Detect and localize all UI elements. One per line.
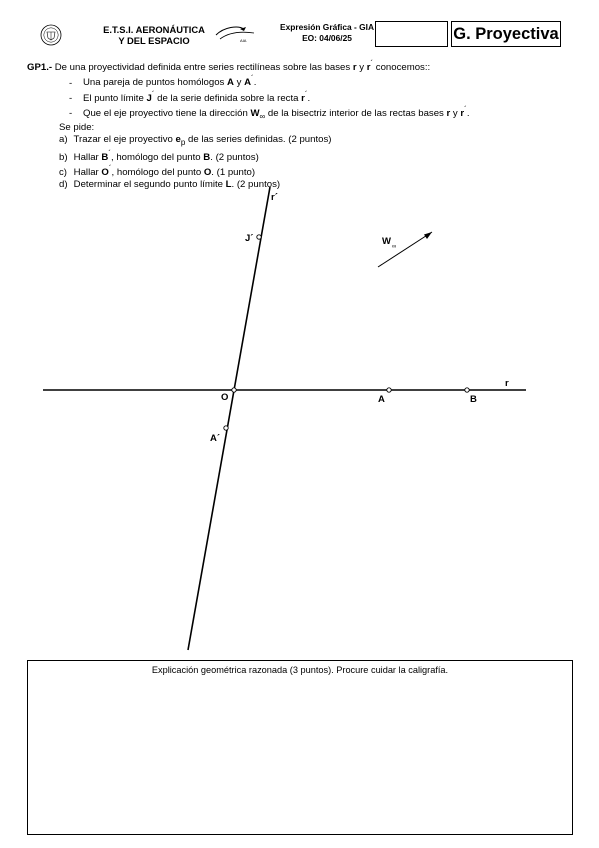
base-line-r-prime xyxy=(188,187,270,650)
school-name: E.T.S.I. AERONÁUTICA Y DEL ESPACIO xyxy=(103,24,205,46)
label-b: B xyxy=(470,394,477,405)
arrowhead-icon xyxy=(424,232,432,239)
label-r-prime: r´ xyxy=(271,192,278,203)
given-2: - El punto límite J´ de la serie definida sobre la recta r´. xyxy=(69,89,311,104)
point-a-prime xyxy=(224,426,228,430)
label-r: r xyxy=(505,378,509,389)
given-3: - Que el eje proyectivo tiene la dirección $W_\infty$ de la bisectriz interior de las rectas bases r y r´. xyxy=(69,105,470,122)
label-a: A xyxy=(378,394,385,405)
problem-intro: GP1.- De una proyectividad definida entre series rectilíneas sobre las bases r y r´ conocemos:: xyxy=(27,59,431,74)
svg-text:AIA: AIA xyxy=(240,38,247,43)
label-a-prime: A´ xyxy=(210,433,221,444)
question-b: b) Hallar B´, homólogo del punto B. (2 puntos) xyxy=(59,148,259,163)
point-o xyxy=(232,388,236,392)
label-w: W xyxy=(382,236,391,247)
point-a xyxy=(387,388,391,392)
label-j-prime: J´ xyxy=(245,233,254,244)
subject-info: Expresión Gráfica - GIA EO: 04/06/25 xyxy=(279,22,374,43)
point-b xyxy=(465,388,469,392)
point-j-prime xyxy=(257,235,261,239)
answer-instructions: Explicación geométrica razonada (3 puntos). Procure cuidar la caligrafía. xyxy=(151,665,449,675)
label-infinity: ∞ xyxy=(392,244,397,250)
section-title: G. Proyectiva xyxy=(451,21,561,47)
question-a: a) Trazar el eje proyectivo $e_p$ de las series definidas. (2 puntos) xyxy=(59,133,332,147)
question-d: d) Determinar el segundo punto límite L. (2 puntos) xyxy=(59,178,281,190)
question-header: Se pide: xyxy=(59,122,95,134)
answer-box[interactable] xyxy=(27,660,573,835)
given-1: - Una pareja de puntos homólogos A y A´. xyxy=(69,74,257,89)
question-c: c) Hallar O´, homólogo del punto O. (1 punto) xyxy=(59,164,256,179)
label-o: O xyxy=(221,392,229,403)
